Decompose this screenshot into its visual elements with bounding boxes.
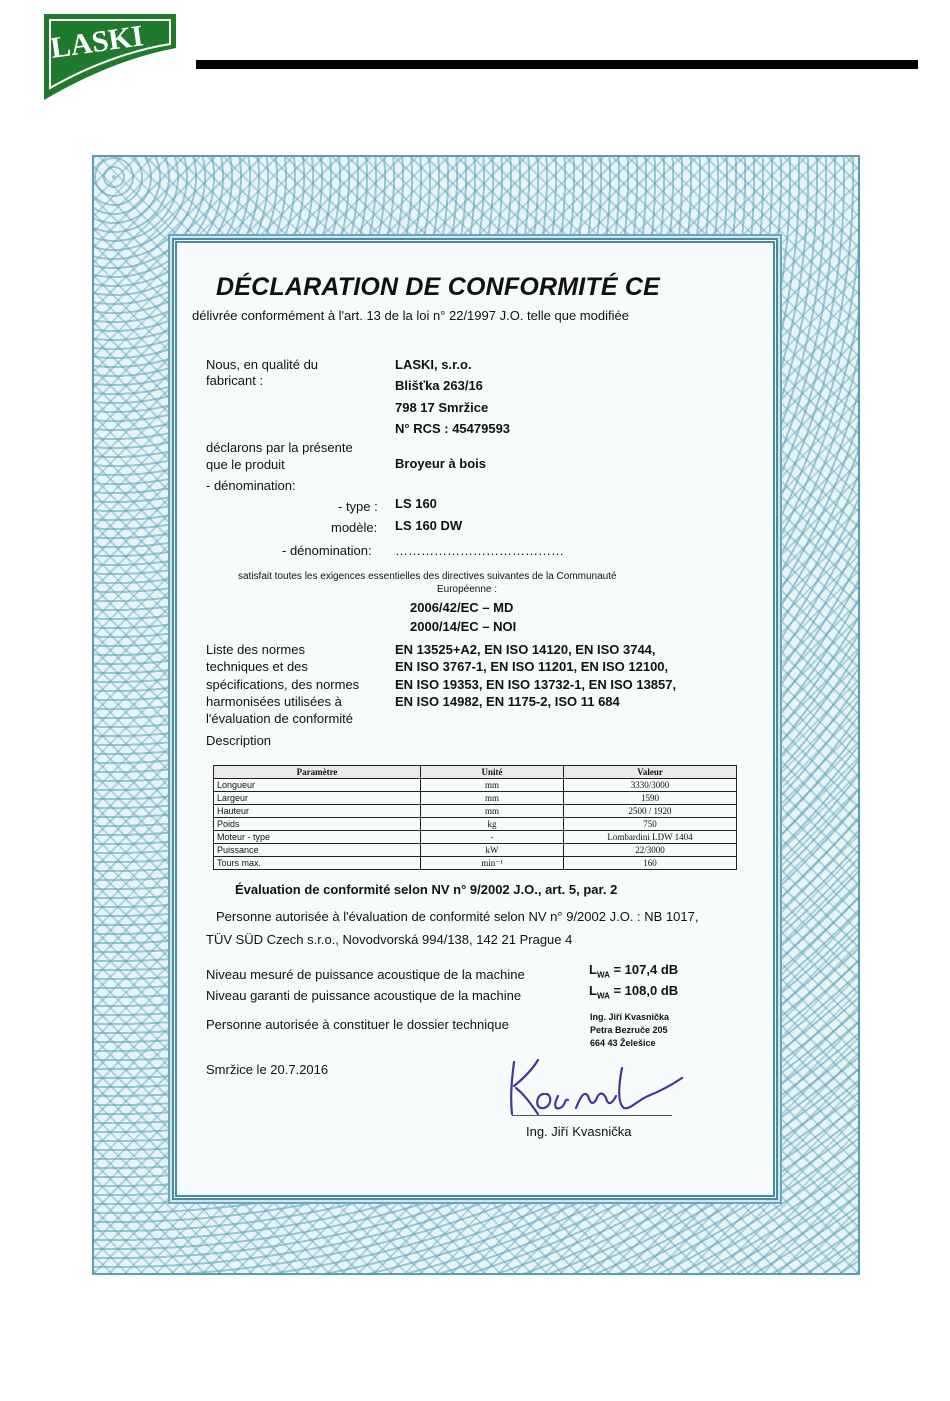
table-cell: 1590 [564,792,737,805]
manufacturer-city: 798 17 Smržice [395,400,489,415]
denomination2-value: ………………………………… [395,543,564,558]
place-date: Smržice le 20.7.2016 [206,1062,329,1077]
denomination-label: - dénomination: [206,478,296,493]
model-label: modèle: [331,520,378,535]
handwritten-signature [498,1048,688,1120]
table-row [214,844,737,857]
authorized-body-line: Personne autorisée à l'évaluation de conformité selon NV n° 9/2002 J.O. : NB 1017, [216,909,699,924]
norms-label-line: l'évaluation de conformité [206,711,354,726]
tech-file-city: 664 43 Želešice [590,1038,656,1048]
table-row [214,857,737,870]
table-cell: Largeur [214,792,421,805]
tech-file-street: Petra Bezruče 205 [590,1025,668,1035]
table-row [214,779,737,792]
type-value: LS 160 [395,496,437,511]
model-value: LS 160 DW [395,518,463,533]
svg-text:LASKI: LASKI [48,19,146,65]
table-cell: Longueur [214,779,421,792]
table-cell: min⁻¹ [421,857,564,870]
table-cell: 2500 / 1920 [564,805,737,818]
table-cell: Hauteur [214,805,421,818]
noise-measured-value: $L_{WA} = 107,4$ dB [589,962,679,980]
certificate-subtitle: délivrée conformément à l'art. 13 de la loi n° 22/1997 J.O. telle que modifiée [192,308,629,323]
description-label: Description [206,733,272,748]
table-cell: mm [421,779,564,792]
denomination2-label: - dénomination: [282,543,372,558]
norms-line: EN ISO 19353, EN ISO 13732-1, EN ISO 13857, [395,677,677,692]
signature-line [512,1115,672,1116]
directive-noi: 2000/14/EC – NOI [410,619,517,634]
table-cell: mm [421,805,564,818]
manufacturer-name: LASKI, s.r.o. [395,357,472,372]
table-cell: - [421,831,564,844]
parameters-table [213,765,737,870]
manufacturer-label-2: fabricant : [206,373,264,388]
table-cell: 160 [564,857,737,870]
directives-intro-2: Européenne : [437,584,498,595]
table-cell: kg [421,818,564,831]
table-header: Unité [421,766,564,779]
directives-intro: satisfait toutes les exigences essentielles des directives suivantes de la Communauté [238,571,617,582]
norms-line: EN ISO 3767-1, EN ISO 11201, EN ISO 12100, [395,659,669,674]
table-cell: Poids [214,818,421,831]
table-cell: Tours max. [214,857,421,870]
table-cell: Puissance [214,844,421,857]
table-cell: 3330/3000 [564,779,737,792]
table-header: Valeur [564,766,737,779]
norms-label-line: spécifications, des normes [206,677,360,692]
manufacturer-street: Blišťka 263/16 [395,378,483,393]
declare-text-2: que le produit [206,457,285,472]
manufacturer-label: Nous, en qualité du [206,357,319,372]
table-cell: Lombardini LDW 1404 [564,831,737,844]
table-row [214,792,737,805]
noise-measured-label: Niveau mesuré de puissance acoustique de la machine [206,967,525,982]
table-row [214,805,737,818]
table-cell: Moteur - type [214,831,421,844]
table-row [214,818,737,831]
norms-label-line: harmonisées utilisées à [206,694,342,709]
type-label: - type : [338,499,378,514]
norms-line: EN 13525+A2, EN ISO 14120, EN ISO 3744, [395,642,656,657]
product-name: Broyeur à bois [395,456,487,471]
table-cell: mm [421,792,564,805]
table-header: Paramètre [214,766,421,779]
laski-logo [42,8,178,102]
table-cell: kW [421,844,564,857]
noise-guaranteed-value: $L_{WA} = 108,0$ dB [589,983,679,1001]
evaluation-text: Évaluation de conformité selon NV n° 9/2002 J.O., art. 5, par. 2 [235,882,618,897]
table-cell: 22/3000 [564,844,737,857]
tech-file-label: Personne autorisée à constituer le dossier technique [206,1017,509,1032]
noise-guaranteed-label: Niveau garanti de puissance acoustique de la machine [206,988,522,1003]
header-rule [196,60,918,69]
table-row [214,831,737,844]
table-cell: 750 [564,818,737,831]
signatory-name: Ing. Jiří Kvasnička [526,1124,632,1139]
directive-md: 2006/42/EC – MD [410,600,514,615]
norms-line: EN ISO 14982, EN 1175-2, ISO 11 684 [395,694,620,709]
table-header-row [214,766,737,779]
norms-label-line: techniques et des [206,659,308,674]
norms-label-line: Liste des normes [206,642,305,657]
authorized-body-address: TÜV SÜD Czech s.r.o., Novodvorská 994/138, 142 21 Prague 4 [206,932,573,947]
certificate-title: DÉCLARATION DE CONFORMITÉ CE [216,273,661,301]
manufacturer-rcs: N° RCS : 45479593 [395,421,511,436]
declare-text: déclarons par la présente [206,440,353,455]
tech-file-person: Ing. Jiří Kvasnička [590,1012,670,1022]
